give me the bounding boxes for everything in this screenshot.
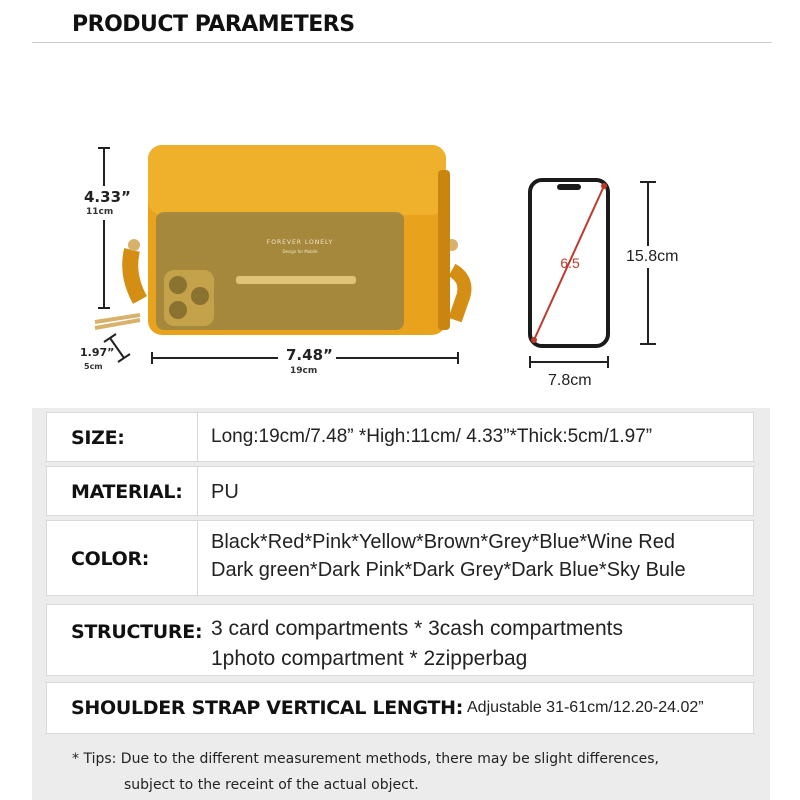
- strap-label: SHOULDER STRAP VERTICAL LENGTH:: [71, 697, 464, 719]
- bag-height-cm: 11cm: [86, 207, 114, 217]
- material-value: PU: [211, 481, 239, 503]
- row-divider: [197, 467, 198, 515]
- strap-value: Adjustable 31-61cm/12.20-24.02”: [467, 699, 704, 716]
- spec-row-material: [46, 466, 754, 516]
- row-divider: [197, 521, 198, 595]
- dim-tick: [118, 354, 130, 362]
- tips-line2: subject to the receint of the actual object.: [124, 777, 419, 793]
- strap-ring: [128, 239, 140, 251]
- spec-row-structure: [46, 604, 754, 676]
- camera-lens: [169, 276, 187, 294]
- spec-row-size: [46, 412, 754, 462]
- bag-strap: [452, 270, 464, 320]
- tips-line1: * Tips: Due to the different measurement methods, there may be slight differences,: [72, 751, 659, 767]
- bag-height-in: 4.33”: [84, 188, 131, 206]
- phone-diagonal-label: 6.5: [560, 255, 580, 271]
- bag-strap-left: [130, 250, 140, 300]
- bag-length-in: 7.48”: [286, 346, 333, 364]
- tips-note: [72, 746, 659, 798]
- dimension-diagram: [0, 100, 800, 400]
- bag-thick-cm: 5cm: [84, 362, 103, 371]
- bag-flap: [148, 145, 446, 215]
- structure-value-line2: 1photo compartment * 2zipperbag: [211, 647, 528, 670]
- header-divider: [32, 42, 772, 43]
- camera-lens: [169, 301, 187, 319]
- bag-logo: FOREVER LONELY: [266, 239, 334, 246]
- material-label: MATERIAL:: [71, 481, 183, 503]
- bag-length-cm: 19cm: [290, 366, 318, 376]
- bag-logo-sub: Design for Mobile: [282, 249, 318, 254]
- diagonal-end: [531, 337, 537, 343]
- clasp: [236, 276, 356, 284]
- camera-lens: [191, 287, 209, 305]
- product-illustration: [0, 100, 800, 400]
- bag-thick-in: 1.97”: [80, 346, 115, 359]
- size-label: SIZE:: [71, 427, 125, 449]
- structure-label: STRUCTURE:: [71, 621, 203, 643]
- phone-width-label: 7.8cm: [548, 372, 592, 389]
- spec-row-strap: [46, 682, 754, 734]
- color-label: COLOR:: [71, 548, 150, 570]
- dim-tick: [104, 334, 116, 342]
- color-value-line1: Black*Red*Pink*Yellow*Brown*Grey*Blue*Wine Red: [211, 531, 675, 553]
- structure-value-line1: 3 card compartments * 3cash compartments: [211, 617, 624, 640]
- bag-side: [438, 170, 450, 330]
- row-divider: [197, 413, 198, 461]
- page-title: PRODUCT PARAMETERS: [72, 12, 355, 37]
- phone-height-label: 15.8cm: [626, 248, 679, 265]
- phone-notch: [557, 184, 581, 190]
- spec-row-color: [46, 520, 754, 596]
- diagonal-end: [601, 183, 607, 189]
- color-value-line2: Dark green*Dark Pink*Dark Grey*Dark Blue*Sky Bule: [211, 559, 686, 581]
- size-value: Long:19cm/7.48” *High:11cm/ 4.33”*Thick:5cm/1.97”: [211, 426, 653, 447]
